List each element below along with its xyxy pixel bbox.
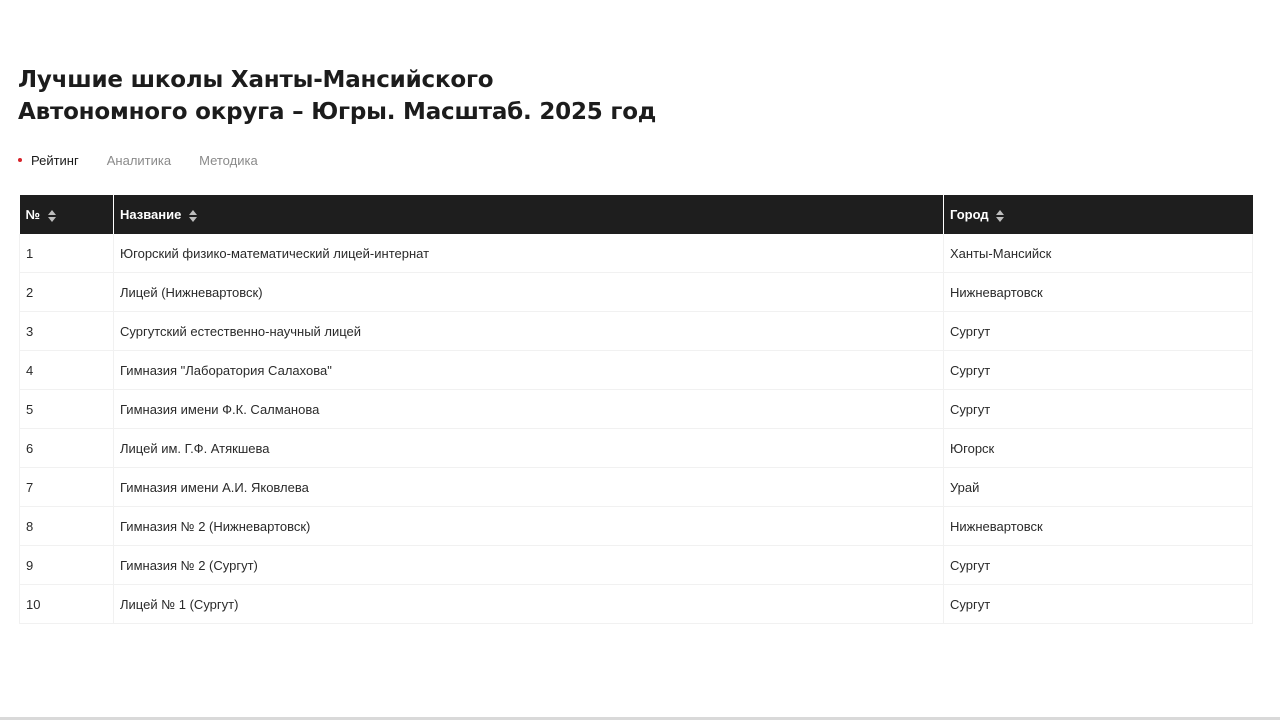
cell-number: 5 <box>20 390 114 429</box>
cell-city: Сургут <box>944 390 1253 429</box>
ranking-table-container <box>19 195 1252 624</box>
sort-icon[interactable] <box>189 210 197 222</box>
cell-city: Югорск <box>944 429 1253 468</box>
tab-methodology[interactable] <box>199 153 258 168</box>
sort-icon[interactable] <box>48 210 56 222</box>
cell-city: Сургут <box>944 312 1253 351</box>
tab-analytics[interactable] <box>107 153 171 168</box>
tab-label: Аналитика <box>106 152 172 168</box>
table-row <box>20 273 1253 312</box>
active-dot-icon <box>18 158 22 162</box>
cell-city: Сургут <box>944 546 1253 585</box>
cell-number: 9 <box>20 546 114 585</box>
cell-name: Гимназия "Лаборатория Салахова" <box>114 351 944 390</box>
tab-label: Рейтинг <box>31 152 79 168</box>
table-row <box>20 468 1253 507</box>
cell-number: 2 <box>20 273 114 312</box>
table-row <box>20 546 1253 585</box>
cell-city: Нижневартовск <box>944 273 1253 312</box>
cell-city: Сургут <box>944 351 1253 390</box>
cell-number: 8 <box>20 507 114 546</box>
cell-name: Гимназия № 2 (Нижневартовск) <box>114 507 944 546</box>
cell-number: 7 <box>20 468 114 507</box>
page-title: Лучшие школы Ханты-Мансийского Автономного округа – Югры. Масштаб. 2025 год <box>18 67 657 125</box>
cell-name: Лицей (Нижневартовск) <box>114 273 944 312</box>
column-header-label: Город <box>950 207 989 222</box>
cell-name: Югорский физико-математический лицей-интернат <box>114 234 944 273</box>
cell-city: Ханты-Мансийск <box>944 234 1253 273</box>
table-row <box>20 351 1253 390</box>
cell-number: 6 <box>20 429 114 468</box>
table-header-row <box>20 195 1253 234</box>
column-header-label: Название <box>120 207 182 222</box>
column-header-name[interactable] <box>114 195 944 234</box>
cell-name: Лицей им. Г.Ф. Атякшева <box>114 429 944 468</box>
table-row <box>20 429 1253 468</box>
column-header-number[interactable] <box>20 195 114 234</box>
cell-number: 3 <box>20 312 114 351</box>
column-header-city[interactable] <box>944 195 1253 234</box>
cell-city: Нижневартовск <box>944 507 1253 546</box>
column-header-label: № <box>25 207 40 222</box>
cell-number: 10 <box>20 585 114 624</box>
table-row <box>20 234 1253 273</box>
cell-name: Гимназия имени Ф.К. Салманова <box>114 390 944 429</box>
cell-number: 1 <box>20 234 114 273</box>
ranking-table <box>19 195 1253 624</box>
cell-name: Лицей № 1 (Сургут) <box>114 585 944 624</box>
table-row <box>20 390 1253 429</box>
tab-bar <box>18 150 286 170</box>
sort-icon[interactable] <box>996 210 1004 222</box>
tab-rating[interactable] <box>18 153 79 168</box>
cell-name: Гимназия № 2 (Сургут) <box>114 546 944 585</box>
table-row <box>20 585 1253 624</box>
tab-label: Методика <box>199 152 258 168</box>
cell-city: Урай <box>944 468 1253 507</box>
cell-number: 4 <box>20 351 114 390</box>
cell-city: Сургут <box>944 585 1253 624</box>
table-row <box>20 507 1253 546</box>
table-row <box>20 312 1253 351</box>
cell-name: Сургутский естественно-научный лицей <box>114 312 944 351</box>
cell-name: Гимназия имени А.И. Яковлева <box>114 468 944 507</box>
